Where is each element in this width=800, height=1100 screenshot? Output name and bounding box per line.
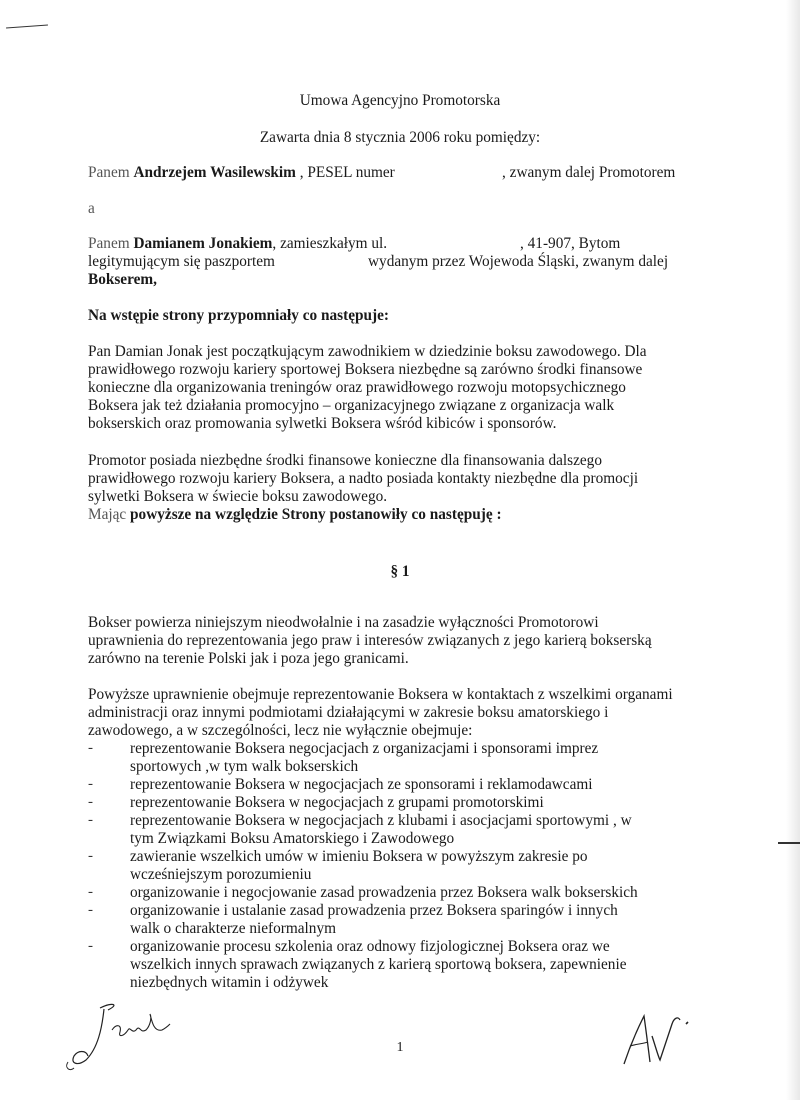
intro-heading: Na wstępie strony przypomniały co następuje: xyxy=(88,307,389,324)
para3-line: uprawnienia do reprezentowania jego praw i interesów związanych z jego karierą bokserską xyxy=(88,632,652,649)
section-mark: § 1 xyxy=(390,563,410,580)
party1-line xyxy=(88,164,395,181)
list-item-line: tym Związkami Boksu Amatorskiego i Zawodowego xyxy=(130,830,455,847)
para4-line: zawodowego, a w szczególności, lecz nie wyłącznie obejmuje: xyxy=(88,722,473,739)
list-item-line: walk o charakterze nieformalnym xyxy=(130,920,336,937)
party1-prefix: Panem xyxy=(88,164,134,181)
scan-mark-right xyxy=(778,842,800,844)
para1-line: Pan Damian Jonak jest początkującym zawodnikiem w dziedzinie boksu zawodowego. Dla xyxy=(88,343,647,360)
list-item-line: organizowanie i ustalanie zasad prowadzenia przez Boksera sparingów i innych xyxy=(130,902,618,919)
list-marker: - xyxy=(88,938,93,954)
list-item-line: zawieranie wszelkich umów w imieniu Boksera w powyższym zakresie po xyxy=(130,848,588,865)
list-marker: - xyxy=(88,812,93,828)
party2-role: Bokserem, xyxy=(88,271,157,288)
list-marker: - xyxy=(88,794,93,810)
para2-line: prawidłowego rozwoju kariery Boksera, a nadto posiada kontakty niezbędne dla promocji xyxy=(88,470,639,487)
para2-line: Promotor posiada niezbędne środki finansowe konieczne dla finansowania dalszego xyxy=(88,452,602,469)
party1-role: , zwanym dalej Promotorem xyxy=(502,164,676,181)
para1-line: Boksera jak też działania promocyjno – organizacyjnego związane z organizacja walk xyxy=(88,397,615,414)
list-item-line: reprezentowanie Boksera w negocjacjach z grupami promotorskimi xyxy=(130,794,544,811)
party1-pesel-label: , PESEL numer xyxy=(295,164,395,181)
list-item-line: wszelkich innych sprawach związanych z karierą sportową boksera, zapewnienie xyxy=(130,956,627,973)
document-title: Umowa Agencyjno Promotorska xyxy=(299,92,501,109)
party2-passport-issuer: wydanym przez Wojewoda Śląski, zwanym dalej xyxy=(368,253,669,270)
page-number: 1 xyxy=(396,1040,404,1055)
para1-line: konieczne dla organizowania treningów oraz prawidłowego rozwoju motopsychicznego xyxy=(88,379,626,396)
scan-mark-top-left xyxy=(6,25,48,29)
party2-address-end: , 41-907, Bytom xyxy=(520,235,621,252)
resolution-line xyxy=(88,506,502,523)
list-marker: - xyxy=(88,848,93,864)
party2-prefix: Panem xyxy=(88,235,134,252)
para3-line: zarówno na terenie Polski jak i poza jego granicami. xyxy=(88,650,409,667)
list-item-line: reprezentowanie Boksera w negocjacjach ze sponsorami i reklamodawcami xyxy=(130,776,593,793)
list-marker: - xyxy=(88,740,93,756)
resolution-text: powyższe na względzie Strony postanowiły co następuję : xyxy=(130,506,502,523)
list-item-line: niezbędnych witamin i odżywek xyxy=(130,974,329,991)
para4-line: Powyższe uprawnienie obejmuje reprezentowanie Boksera w kontaktach z wszelkimi organami xyxy=(88,686,673,703)
party2-passport-label: legitymującym się paszportem xyxy=(88,253,275,270)
list-item-line: organizowanie i negocjowanie zasad prowadzenia przez Boksera walk bokserskich xyxy=(130,884,638,901)
list-marker: - xyxy=(88,884,93,900)
scan-page-edge xyxy=(786,0,800,1100)
para1-line: prawidłowego rozwoju kariery sportowej Boksera niezbędne są zarówno środki finansowe xyxy=(88,361,643,378)
party2-address-label: , zamieszkałym ul. xyxy=(272,235,388,252)
party1-name: Andrzejem Wasilewskim xyxy=(133,164,296,181)
list-item-line: sportowych ,w tym walk bokserskich xyxy=(130,758,359,775)
para4-line: administracji oraz innymi podmiotami działającymi w zakresie boksu amatorskiego i xyxy=(88,704,609,721)
list-marker: - xyxy=(88,776,93,792)
resolution-prefix: Mając xyxy=(88,506,131,523)
list-item-line: reprezentowanie Boksera w negocjacjach z klubami i asocjacjami sportowymi , w xyxy=(130,812,632,829)
para1-line: bokserskich oraz promowania sylwetki Boksera wśród kibiców i sponsorów. xyxy=(88,415,557,432)
para3-line: Bokser powierza niniejszym nieodwołalnie i na zasadzie wyłączności Promotorowi xyxy=(88,614,599,631)
list-marker: - xyxy=(88,902,93,918)
signature-right xyxy=(616,1006,696,1072)
party2-name: Damianem Jonakiem xyxy=(133,235,273,252)
conjunction: a xyxy=(88,200,95,217)
party2-line1 xyxy=(88,235,387,252)
para2-line: sylwetki Boksera w świecie boksu zawodowego. xyxy=(88,488,388,505)
list-item-line: wcześniejszym porozumieniu xyxy=(130,866,312,883)
signature-left xyxy=(60,1000,180,1072)
document-date-line: Zawarta dnia 8 stycznia 2006 roku pomiędzy: xyxy=(259,129,541,146)
list-item-line: reprezentowanie Boksera negocjacjach z organizacjami i sponsorami imprez xyxy=(130,740,599,757)
list-item-line: organizowanie procesu szkolenia oraz odnowy fizjologicznej Boksera oraz we xyxy=(130,938,610,955)
